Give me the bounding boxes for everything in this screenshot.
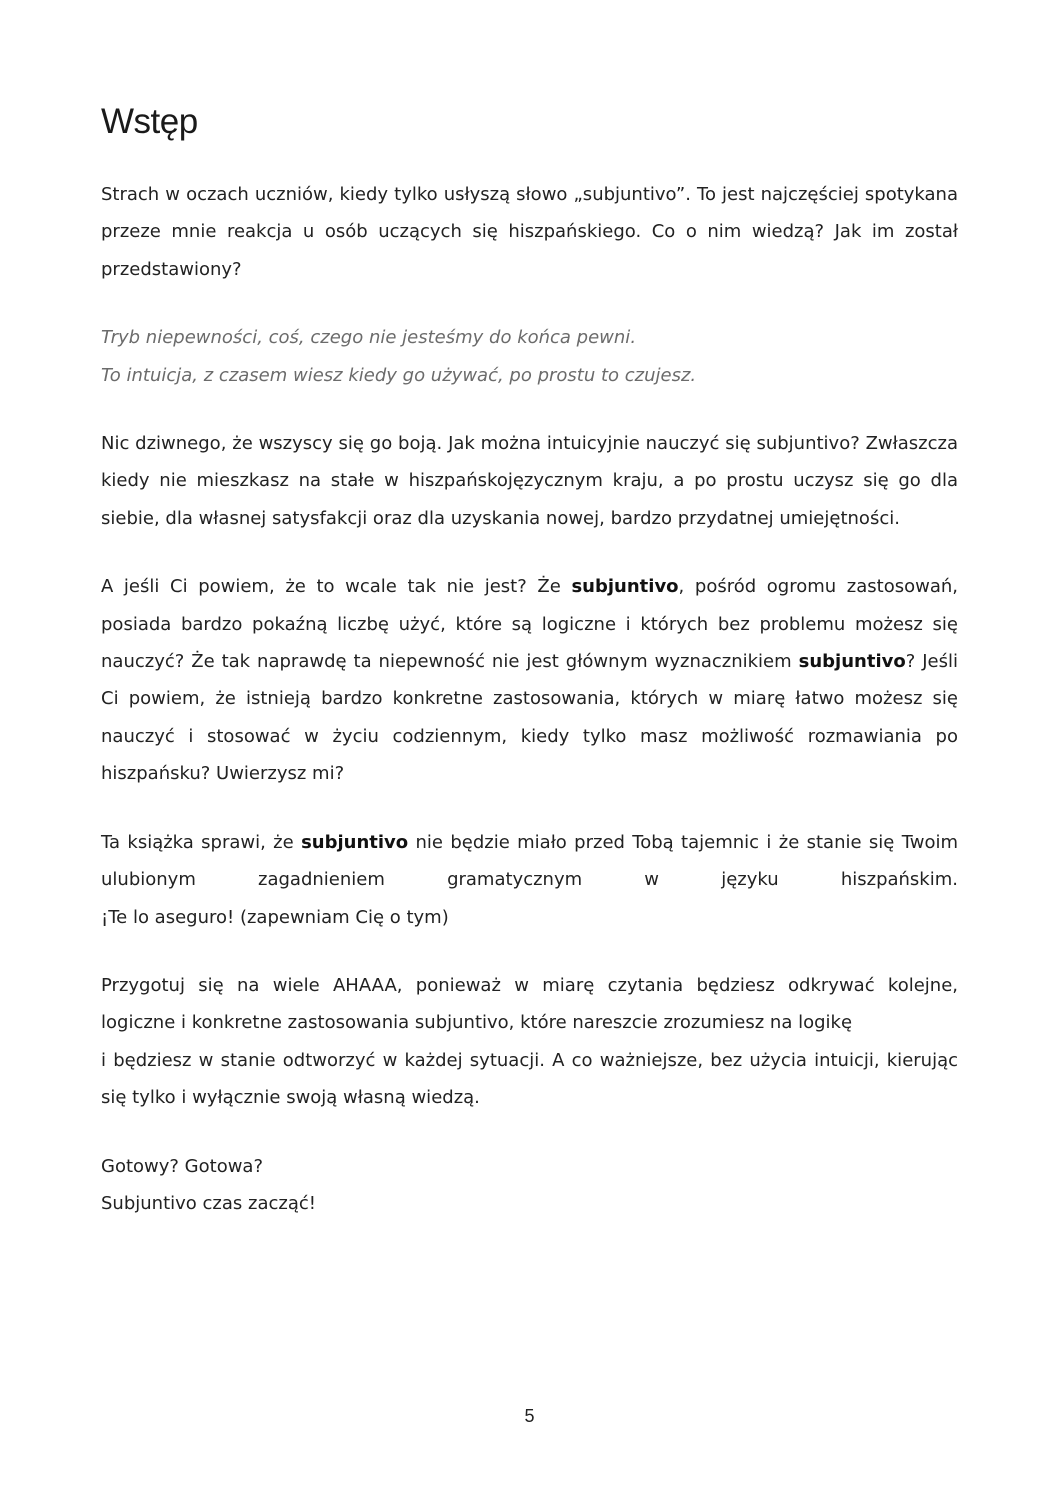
paragraph-3: [101, 568, 958, 792]
paragraph-3-text-2: , pośród ogromu zastosowań, posiada bardzo pokaźną liczbę użyć, które są logiczne i których bez problemu możesz się nauczyć? Że tak naprawdę ta niepewność nie jest głównym wyznacznikiem: [101, 576, 958, 673]
closing-line-1: Gotowy? Gotowa?: [101, 1155, 264, 1177]
subjuntivo-bold-3: subjuntivo: [301, 831, 409, 853]
paragraph-4-line-1: [101, 824, 958, 899]
closing-line-2: Subjuntivo czas zacząć!: [101, 1192, 316, 1214]
paragraph-3-text-1: A jeśli Ci powiem, że to wcale tak nie jest? Że: [101, 576, 572, 598]
paragraph-5-line-3: i będziesz w stanie odtworzyć w każdej sytuacji. A co ważniejsze, bez użycia intuicji, kierując się tylko i wyłącznie swoją własną wiedzą.: [101, 1049, 958, 1109]
subjuntivo-bold-1: subjuntivo: [571, 576, 679, 598]
paragraph-4-text-1: Ta książka sprawi, że: [101, 831, 302, 853]
paragraph-5-line-1: Przygotuj się na wiele AHAAA, ponieważ w miarę czytania będziesz odkrywać kolejne,: [101, 974, 958, 996]
paragraph-4: [101, 824, 958, 936]
page-content: [101, 98, 958, 1253]
paragraph-4-line-2: ¡Te lo aseguro! (zapewniam Cię o tym): [101, 906, 449, 928]
page-title: Wstęp: [101, 102, 198, 141]
quote-line-1: Tryb niepewności, coś, czego nie jesteśmy do końca pewni.: [101, 327, 637, 349]
closing-paragraph: [101, 1148, 958, 1223]
paragraph-3-text-3: ? Jeśli Ci powiem, że istnieją bardzo konkretne zastosowania, których w miarę łatwo możesz się nauczyć i stosować w życiu codziennym, kiedy tylko masz możliwość rozmawiania po hiszpańsku? Uwierzysz mi?: [101, 651, 958, 785]
quote-line-2: To intuicja, z czasem wiesz kiedy go używać, po prostu to czujesz.: [101, 364, 697, 386]
paragraph-5: [101, 967, 958, 1117]
paragraph-5-line-2: logiczne i konkretne zastosowania subjuntivo, które nareszcie zrozumiesz na logikę: [101, 1012, 853, 1034]
subjuntivo-bold-2: subjuntivo: [798, 651, 906, 673]
paragraph-2: Nic dziwnego, że wszyscy się go boją. Jak można intuicyjnie nauczyć się subjuntivo? Zwłaszcza kiedy nie mieszkasz na stałe w hiszpańskojęzycznym kraju, a po prostu uczysz się go dla siebie, dla własnej satysfakcji oraz dla uzyskania nowej, bardzo przydatnej umiejętności.: [101, 433, 958, 529]
quote-paragraph: [101, 319, 958, 394]
paragraph-4-text-2: nie będzie miało przed Tobą tajemnic i że stanie się Twoim ulubionym zagadnieniem gramatycznym w języku hiszpańskim.: [101, 831, 958, 891]
page-number: 5: [524, 1406, 535, 1426]
intro-paragraph: Strach w oczach uczniów, kiedy tylko usłyszą słowo „subjuntivo”. To jest najczęściej spotykana przeze mnie reakcja u osób uczących się hiszpańskiego. Co o nim wiedzą? Jak im został przedstawiony?: [101, 184, 958, 280]
